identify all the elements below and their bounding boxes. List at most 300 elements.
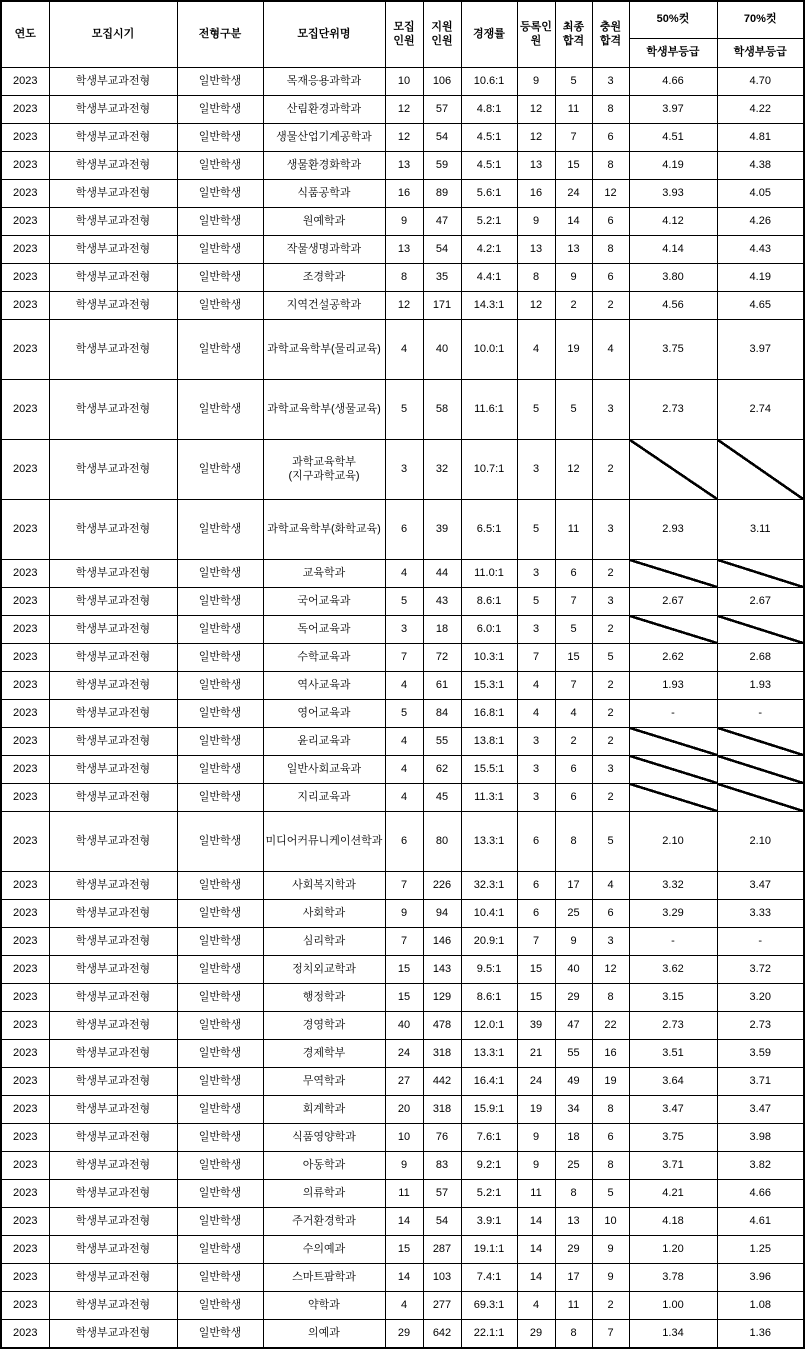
cell-applicants: 89 <box>423 180 461 208</box>
cell-extra-pass: 2 <box>592 292 629 320</box>
cell-competition-rate: 14.3:1 <box>461 292 517 320</box>
cell-cut70-grade: 4.65 <box>717 292 804 320</box>
cell-period: 학생부교과전형 <box>49 900 177 928</box>
cell-cut70-grade: 3.47 <box>717 1096 804 1124</box>
cell-cut50-grade: 1.93 <box>629 672 717 700</box>
cell-cut70-grade: 4.43 <box>717 236 804 264</box>
cell-competition-rate: 4.5:1 <box>461 124 517 152</box>
cell-quota: 15 <box>385 984 423 1012</box>
cell-cut50-grade: 3.29 <box>629 900 717 928</box>
cell-year: 2023 <box>1 1152 49 1180</box>
table-row <box>1 208 804 236</box>
cell-quota: 27 <box>385 1068 423 1096</box>
table-row <box>1 1068 804 1096</box>
cell-quota: 6 <box>385 812 423 872</box>
cell-cut50-grade: 4.21 <box>629 1180 717 1208</box>
cell-competition-rate: 10.6:1 <box>461 68 517 96</box>
cell-final-pass: 6 <box>555 560 592 588</box>
cell-unit-name: 윤리교육과 <box>263 728 385 756</box>
cell-final-pass: 6 <box>555 756 592 784</box>
column-header-extra-pass-line2: 합격 <box>599 34 622 47</box>
cell-enrolled: 21 <box>517 1040 555 1068</box>
cell-year: 2023 <box>1 812 49 872</box>
cell-period: 학생부교과전형 <box>49 1292 177 1320</box>
cell-competition-rate: 8.6:1 <box>461 984 517 1012</box>
cell-year: 2023 <box>1 672 49 700</box>
cell-cut70-grade <box>717 756 804 784</box>
cell-quota: 29 <box>385 1320 423 1349</box>
cell-final-pass: 13 <box>555 1208 592 1236</box>
table-row <box>1 700 804 728</box>
cell-period: 학생부교과전형 <box>49 644 177 672</box>
cell-quota: 13 <box>385 152 423 180</box>
cell-final-pass: 6 <box>555 784 592 812</box>
cell-competition-rate: 5.2:1 <box>461 208 517 236</box>
cell-cut70-grade: 4.22 <box>717 96 804 124</box>
cell-unit-name: 독어교육과 <box>263 616 385 644</box>
cell-cut50-grade: 2.10 <box>629 812 717 872</box>
cell-cut70-grade: 2.67 <box>717 588 804 616</box>
cell-enrolled: 3 <box>517 756 555 784</box>
cell-extra-pass: 8 <box>592 236 629 264</box>
cell-year: 2023 <box>1 616 49 644</box>
cell-cut70-grade: 3.47 <box>717 872 804 900</box>
cell-final-pass: 47 <box>555 1012 592 1040</box>
cell-applicants: 83 <box>423 1152 461 1180</box>
cell-enrolled: 3 <box>517 440 555 500</box>
cell-quota: 15 <box>385 1236 423 1264</box>
cell-applicants: 442 <box>423 1068 461 1096</box>
cell-unit-name: 회계학과 <box>263 1096 385 1124</box>
cell-extra-pass: 2 <box>592 728 629 756</box>
cell-cut50-grade: 4.19 <box>629 152 717 180</box>
cell-period: 학생부교과전형 <box>49 812 177 872</box>
cell-cut70-grade: 3.11 <box>717 500 804 560</box>
cell-period: 학생부교과전형 <box>49 728 177 756</box>
cell-competition-rate: 22.1:1 <box>461 1320 517 1349</box>
cell-applicants: 318 <box>423 1040 461 1068</box>
cell-year: 2023 <box>1 1180 49 1208</box>
cell-quota: 4 <box>385 320 423 380</box>
cell-quota: 10 <box>385 68 423 96</box>
cell-quota: 24 <box>385 1040 423 1068</box>
cell-unit-name: 의류학과 <box>263 1180 385 1208</box>
cell-applicants: 226 <box>423 872 461 900</box>
cell-competition-rate: 11.6:1 <box>461 380 517 440</box>
cell-extra-pass: 8 <box>592 152 629 180</box>
cell-type: 일반학생 <box>177 1208 263 1236</box>
cell-cut70-grade: 4.38 <box>717 152 804 180</box>
cell-applicants: 54 <box>423 1208 461 1236</box>
cell-applicants: 44 <box>423 560 461 588</box>
cell-cut50-grade <box>629 560 717 588</box>
cell-extra-pass: 5 <box>592 1180 629 1208</box>
cell-competition-rate: 5.2:1 <box>461 1180 517 1208</box>
cell-enrolled: 4 <box>517 672 555 700</box>
cell-applicants: 146 <box>423 928 461 956</box>
cell-cut50-grade: 4.12 <box>629 208 717 236</box>
cell-year: 2023 <box>1 956 49 984</box>
cell-period: 학생부교과전형 <box>49 1012 177 1040</box>
column-header-quota <box>385 1 423 68</box>
cell-competition-rate: 16.4:1 <box>461 1068 517 1096</box>
cell-competition-rate: 32.3:1 <box>461 872 517 900</box>
cell-unit-name: 생물환경화학과 <box>263 152 385 180</box>
cell-competition-rate: 10.7:1 <box>461 440 517 500</box>
column-header-final-pass-line2: 합격 <box>562 34 585 47</box>
cell-applicants: 55 <box>423 728 461 756</box>
cell-unit-name: 아동학과 <box>263 1152 385 1180</box>
cell-type: 일반학생 <box>177 440 263 500</box>
cell-extra-pass: 6 <box>592 124 629 152</box>
cell-final-pass: 8 <box>555 1180 592 1208</box>
cell-quota: 9 <box>385 1152 423 1180</box>
cell-cut70-grade: 3.20 <box>717 984 804 1012</box>
cell-year: 2023 <box>1 1124 49 1152</box>
cell-enrolled: 6 <box>517 812 555 872</box>
cell-type: 일반학생 <box>177 1236 263 1264</box>
cell-enrolled: 12 <box>517 292 555 320</box>
cell-year: 2023 <box>1 700 49 728</box>
cell-final-pass: 40 <box>555 956 592 984</box>
cell-type: 일반학생 <box>177 1124 263 1152</box>
cell-extra-pass: 8 <box>592 984 629 1012</box>
cell-year: 2023 <box>1 236 49 264</box>
cell-year: 2023 <box>1 1068 49 1096</box>
cell-type: 일반학생 <box>177 588 263 616</box>
cell-period: 학생부교과전형 <box>49 1096 177 1124</box>
cell-period: 학생부교과전형 <box>49 1180 177 1208</box>
cell-enrolled: 14 <box>517 1264 555 1292</box>
cell-cut50-grade: 1.34 <box>629 1320 717 1349</box>
cell-period: 학생부교과전형 <box>49 1124 177 1152</box>
cell-final-pass: 29 <box>555 984 592 1012</box>
cell-year: 2023 <box>1 124 49 152</box>
cell-period: 학생부교과전형 <box>49 264 177 292</box>
cell-quota: 4 <box>385 756 423 784</box>
cell-cut50-grade: 2.62 <box>629 644 717 672</box>
cell-year: 2023 <box>1 1236 49 1264</box>
column-header-unit: 모집단위명 <box>263 1 385 68</box>
cell-enrolled: 15 <box>517 956 555 984</box>
cell-year: 2023 <box>1 1096 49 1124</box>
cell-type: 일반학생 <box>177 152 263 180</box>
cell-quota: 4 <box>385 672 423 700</box>
cell-cut50-grade: 3.78 <box>629 1264 717 1292</box>
cell-competition-rate: 10.3:1 <box>461 644 517 672</box>
cell-quota: 20 <box>385 1096 423 1124</box>
cell-type: 일반학생 <box>177 1152 263 1180</box>
cell-period: 학생부교과전형 <box>49 560 177 588</box>
cell-cut70-grade <box>717 728 804 756</box>
table-row <box>1 1208 804 1236</box>
cell-final-pass: 17 <box>555 1264 592 1292</box>
cell-cut70-grade: 1.93 <box>717 672 804 700</box>
cell-type: 일반학생 <box>177 1264 263 1292</box>
cell-enrolled: 9 <box>517 1124 555 1152</box>
cell-type: 일반학생 <box>177 380 263 440</box>
cell-type: 일반학생 <box>177 672 263 700</box>
cell-competition-rate: 13.3:1 <box>461 812 517 872</box>
cell-applicants: 143 <box>423 956 461 984</box>
cell-period: 학생부교과전형 <box>49 616 177 644</box>
cell-applicants: 61 <box>423 672 461 700</box>
cell-competition-rate: 69.3:1 <box>461 1292 517 1320</box>
cell-year: 2023 <box>1 900 49 928</box>
cell-enrolled: 6 <box>517 900 555 928</box>
table-row <box>1 440 804 500</box>
cell-quota: 9 <box>385 900 423 928</box>
cell-applicants: 642 <box>423 1320 461 1349</box>
cell-applicants: 318 <box>423 1096 461 1124</box>
cell-applicants: 43 <box>423 588 461 616</box>
cell-period: 학생부교과전형 <box>49 96 177 124</box>
table-row <box>1 1012 804 1040</box>
cell-applicants: 39 <box>423 500 461 560</box>
cell-enrolled: 39 <box>517 1012 555 1040</box>
cell-cut50-grade: 3.51 <box>629 1040 717 1068</box>
cell-enrolled: 7 <box>517 928 555 956</box>
cell-cut70-grade: 3.33 <box>717 900 804 928</box>
column-header-enrolled-line1: 등록인 <box>520 21 552 34</box>
cell-extra-pass: 6 <box>592 208 629 236</box>
cell-cut50-grade: 3.93 <box>629 180 717 208</box>
cell-extra-pass: 3 <box>592 380 629 440</box>
cell-quota: 12 <box>385 124 423 152</box>
cell-unit-name: 과학교육학부(지구과학교육) <box>263 440 385 500</box>
column-header-applicants <box>423 1 461 68</box>
cell-applicants: 94 <box>423 900 461 928</box>
cell-type: 일반학생 <box>177 1068 263 1096</box>
cell-final-pass: 7 <box>555 588 592 616</box>
cell-extra-pass: 22 <box>592 1012 629 1040</box>
cell-competition-rate: 7.6:1 <box>461 1124 517 1152</box>
cell-cut70-grade: 2.10 <box>717 812 804 872</box>
cell-period: 학생부교과전형 <box>49 440 177 500</box>
cell-cut70-grade: 3.71 <box>717 1068 804 1096</box>
cell-extra-pass: 9 <box>592 1264 629 1292</box>
cell-quota: 5 <box>385 380 423 440</box>
cell-unit-name: 과학교육학부(화학교육) <box>263 500 385 560</box>
cell-enrolled: 5 <box>517 380 555 440</box>
cell-quota: 5 <box>385 700 423 728</box>
cell-cut70-grade: 2.73 <box>717 1012 804 1040</box>
column-header-type: 전형구분 <box>177 1 263 68</box>
cell-type: 일반학생 <box>177 1292 263 1320</box>
cell-period: 학생부교과전형 <box>49 124 177 152</box>
cell-quota: 3 <box>385 440 423 500</box>
cell-applicants: 54 <box>423 124 461 152</box>
table-row <box>1 152 804 180</box>
cell-cut50-grade: 4.14 <box>629 236 717 264</box>
table-row <box>1 616 804 644</box>
cell-extra-pass: 3 <box>592 68 629 96</box>
cell-cut50-grade: 4.56 <box>629 292 717 320</box>
cell-unit-name: 목재응용과학과 <box>263 68 385 96</box>
cell-unit-name: 원예학과 <box>263 208 385 236</box>
cell-final-pass: 34 <box>555 1096 592 1124</box>
cell-period: 학생부교과전형 <box>49 1236 177 1264</box>
cell-quota: 3 <box>385 616 423 644</box>
cell-quota: 15 <box>385 956 423 984</box>
cell-applicants: 277 <box>423 1292 461 1320</box>
cell-unit-name: 행정학과 <box>263 984 385 1012</box>
cell-cut50-grade: 3.71 <box>629 1152 717 1180</box>
cell-period: 학생부교과전형 <box>49 380 177 440</box>
cell-cut70-grade: 2.68 <box>717 644 804 672</box>
cell-type: 일반학생 <box>177 700 263 728</box>
cell-competition-rate: 12.0:1 <box>461 1012 517 1040</box>
cell-applicants: 72 <box>423 644 461 672</box>
cell-final-pass: 9 <box>555 928 592 956</box>
cell-extra-pass: 3 <box>592 588 629 616</box>
cell-quota: 11 <box>385 1180 423 1208</box>
cell-extra-pass: 8 <box>592 1152 629 1180</box>
column-header-quota-line1: 모집 <box>393 21 415 34</box>
cell-quota: 4 <box>385 784 423 812</box>
table-row <box>1 68 804 96</box>
cell-period: 학생부교과전형 <box>49 180 177 208</box>
table-row <box>1 984 804 1012</box>
cell-extra-pass: 12 <box>592 956 629 984</box>
cell-year: 2023 <box>1 984 49 1012</box>
cell-final-pass: 2 <box>555 728 592 756</box>
cell-cut70-grade: 3.72 <box>717 956 804 984</box>
column-subheader-cut70-grade: 학생부등급 <box>717 39 804 68</box>
cell-final-pass: 7 <box>555 124 592 152</box>
cell-type: 일반학생 <box>177 616 263 644</box>
cell-year: 2023 <box>1 440 49 500</box>
cell-unit-name: 식품영양학과 <box>263 1124 385 1152</box>
cell-enrolled: 13 <box>517 152 555 180</box>
cell-type: 일반학생 <box>177 208 263 236</box>
cell-period: 학생부교과전형 <box>49 236 177 264</box>
cell-unit-name: 조경학과 <box>263 264 385 292</box>
cell-enrolled: 29 <box>517 1320 555 1349</box>
cell-unit-name: 미디어커뮤니케이션학과 <box>263 812 385 872</box>
cell-quota: 7 <box>385 644 423 672</box>
column-header-extra-pass-line1: 충원 <box>599 21 622 34</box>
column-header-extra-pass <box>592 1 629 68</box>
cell-cut70-grade: - <box>717 700 804 728</box>
cell-final-pass: 29 <box>555 1236 592 1264</box>
column-header-cut50: 50%컷 <box>629 1 717 39</box>
cell-quota: 13 <box>385 236 423 264</box>
cell-final-pass: 5 <box>555 380 592 440</box>
cell-type: 일반학생 <box>177 560 263 588</box>
cell-cut70-grade <box>717 560 804 588</box>
cell-unit-name: 의예과 <box>263 1320 385 1349</box>
cell-final-pass: 8 <box>555 1320 592 1349</box>
cell-cut70-grade: 4.61 <box>717 1208 804 1236</box>
cell-enrolled: 24 <box>517 1068 555 1096</box>
column-header-quota-line2: 인원 <box>393 34 415 47</box>
cell-enrolled: 14 <box>517 1236 555 1264</box>
cell-period: 학생부교과전형 <box>49 1040 177 1068</box>
cell-type: 일반학생 <box>177 1096 263 1124</box>
cell-enrolled: 5 <box>517 588 555 616</box>
table-row <box>1 1096 804 1124</box>
cell-enrolled: 14 <box>517 1208 555 1236</box>
cell-cut50-grade: 3.32 <box>629 872 717 900</box>
cell-competition-rate: 4.5:1 <box>461 152 517 180</box>
cell-period: 학생부교과전형 <box>49 68 177 96</box>
cell-enrolled: 3 <box>517 560 555 588</box>
cell-enrolled: 7 <box>517 644 555 672</box>
cell-cut50-grade: 1.20 <box>629 1236 717 1264</box>
cell-period: 학생부교과전형 <box>49 1152 177 1180</box>
cell-enrolled: 16 <box>517 180 555 208</box>
cell-final-pass: 11 <box>555 1292 592 1320</box>
table-row <box>1 1180 804 1208</box>
cell-extra-pass: 4 <box>592 872 629 900</box>
cell-competition-rate: 6.0:1 <box>461 616 517 644</box>
cell-extra-pass: 2 <box>592 616 629 644</box>
cell-final-pass: 55 <box>555 1040 592 1068</box>
cell-cut70-grade <box>717 784 804 812</box>
cell-period: 학생부교과전형 <box>49 500 177 560</box>
cell-extra-pass: 5 <box>592 644 629 672</box>
cell-type: 일반학생 <box>177 872 263 900</box>
cell-final-pass: 24 <box>555 180 592 208</box>
cell-quota: 12 <box>385 96 423 124</box>
cell-cut70-grade: 3.97 <box>717 320 804 380</box>
cell-type: 일반학생 <box>177 320 263 380</box>
header-row-main <box>1 1 804 39</box>
cell-unit-name: 영어교육과 <box>263 700 385 728</box>
cell-year: 2023 <box>1 644 49 672</box>
column-header-enrolled <box>517 1 555 68</box>
table-row <box>1 124 804 152</box>
table-row <box>1 588 804 616</box>
cell-competition-rate: 4.2:1 <box>461 236 517 264</box>
cell-quota: 9 <box>385 208 423 236</box>
cell-cut70-grade: 4.66 <box>717 1180 804 1208</box>
table-row <box>1 236 804 264</box>
cell-extra-pass: 6 <box>592 264 629 292</box>
cell-type: 일반학생 <box>177 784 263 812</box>
table-row <box>1 900 804 928</box>
cell-cut50-grade: - <box>629 928 717 956</box>
table-row <box>1 1320 804 1349</box>
column-header-final-pass-line1: 최종 <box>562 21 585 34</box>
cell-extra-pass: 2 <box>592 700 629 728</box>
cell-final-pass: 12 <box>555 440 592 500</box>
cell-year: 2023 <box>1 320 49 380</box>
cell-cut50-grade <box>629 784 717 812</box>
cell-final-pass: 15 <box>555 152 592 180</box>
cell-quota: 16 <box>385 180 423 208</box>
column-header-applicants-line2: 인원 <box>431 34 453 47</box>
cell-unit-name: 스마트팜학과 <box>263 1264 385 1292</box>
cell-final-pass: 11 <box>555 500 592 560</box>
cell-enrolled: 4 <box>517 700 555 728</box>
cell-period: 학생부교과전형 <box>49 292 177 320</box>
cell-type: 일반학생 <box>177 928 263 956</box>
cell-final-pass: 5 <box>555 68 592 96</box>
table-header <box>1 1 804 68</box>
table-row <box>1 264 804 292</box>
cell-applicants: 32 <box>423 440 461 500</box>
table-row <box>1 644 804 672</box>
cell-cut50-grade <box>629 440 717 500</box>
table-row <box>1 320 804 380</box>
cell-quota: 6 <box>385 500 423 560</box>
cell-applicants: 59 <box>423 152 461 180</box>
cell-year: 2023 <box>1 728 49 756</box>
cell-applicants: 47 <box>423 208 461 236</box>
cell-applicants: 106 <box>423 68 461 96</box>
